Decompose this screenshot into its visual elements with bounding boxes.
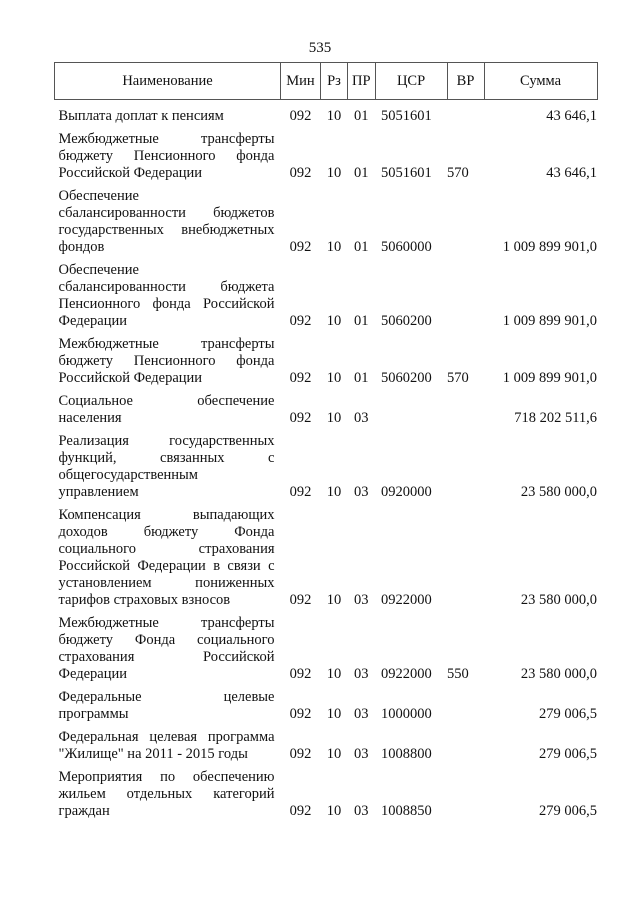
cell-rz: 10 <box>326 410 342 426</box>
cell-name <box>55 188 281 262</box>
cell-csr: 5060000 <box>381 239 432 255</box>
name-line: сбалансированности бюджета <box>58 279 275 295</box>
cell-name <box>55 433 281 507</box>
cell-vr <box>447 689 484 729</box>
name-line: Социальное обеспечение <box>58 393 275 409</box>
name-line: Федерации <box>58 313 127 329</box>
cell-csr: 0922000 <box>381 666 432 682</box>
cell-sum: 23 580 000,0 <box>520 592 598 608</box>
cell-vr: 570 <box>447 165 469 181</box>
cell-pr: 01 <box>354 313 369 329</box>
name-line: программы <box>58 706 129 722</box>
cell-rz: 10 <box>326 484 342 500</box>
cell-csr: 5060200 <box>381 313 432 329</box>
table-row <box>55 433 598 507</box>
cell-name <box>55 262 281 336</box>
cell-csr: 1008800 <box>381 746 432 762</box>
cell-pr: 01 <box>354 370 369 386</box>
cell-name <box>55 615 281 689</box>
name-line: граждан <box>58 803 110 819</box>
cell-csr <box>375 393 447 433</box>
cell-min: 092 <box>289 484 312 500</box>
cell-min: 092 <box>289 666 312 682</box>
cell-pr: 01 <box>354 165 369 181</box>
header-rz: Рз <box>321 63 348 100</box>
name-line: жильем отдельных категорий <box>58 786 275 802</box>
name-line: управлением <box>58 484 139 500</box>
name-line: "Жилище" на 2011 - 2015 годы <box>58 746 248 762</box>
name-line: сбалансированности бюджетов <box>58 205 275 221</box>
cell-vr <box>447 100 484 132</box>
cell-sum: 1 009 899 901,0 <box>502 370 598 386</box>
header-csr: ЦСР <box>375 63 447 100</box>
cell-vr <box>447 769 484 826</box>
name-line: бюджету Пенсионного фонда <box>58 353 275 369</box>
cell-vr <box>447 507 484 615</box>
cell-pr: 03 <box>354 706 369 722</box>
name-line: Компенсация выпадающих <box>58 507 275 523</box>
cell-pr: 03 <box>354 803 369 819</box>
cell-sum: 279 006,5 <box>539 746 598 762</box>
cell-name <box>55 689 281 729</box>
name-line: Российской Федерации <box>58 370 203 386</box>
cell-pr: 01 <box>354 108 369 124</box>
cell-name <box>55 336 281 393</box>
cell-name <box>55 100 281 132</box>
cell-sum: 1 009 899 901,0 <box>502 239 598 255</box>
cell-pr: 03 <box>354 592 369 608</box>
header-name: Наименование <box>55 63 281 100</box>
cell-sum: 23 580 000,0 <box>520 666 598 682</box>
name-line: Федеральные целевые <box>58 689 275 705</box>
table-row <box>55 336 598 393</box>
name-line: Пенсионного фонда Российской <box>58 296 275 312</box>
cell-rz: 10 <box>326 165 342 181</box>
budget-table <box>54 62 598 826</box>
cell-name <box>55 131 281 188</box>
cell-vr <box>447 188 484 262</box>
cell-min: 092 <box>289 803 312 819</box>
cell-sum: 718 202 511,6 <box>514 410 598 426</box>
cell-pr: 01 <box>354 239 369 255</box>
header-min: Мин <box>281 63 321 100</box>
name-line: установлением пониженных <box>58 575 275 591</box>
table-row <box>55 188 598 262</box>
cell-vr <box>447 393 484 433</box>
cell-min: 092 <box>289 108 312 124</box>
table-row <box>55 131 598 188</box>
cell-name <box>55 769 281 826</box>
name-line: Межбюджетные трансферты <box>58 131 275 147</box>
name-line: доходов бюджету Фонда <box>58 524 275 540</box>
cell-rz: 10 <box>326 313 342 329</box>
header-vr: ВР <box>447 63 484 100</box>
cell-min: 092 <box>289 592 312 608</box>
cell-min: 092 <box>289 410 312 426</box>
cell-rz: 10 <box>326 370 342 386</box>
name-line: Межбюджетные трансферты <box>58 336 275 352</box>
name-line: Межбюджетные трансферты <box>58 615 275 631</box>
name-line: бюджету Фонда социального <box>58 632 275 648</box>
cell-vr: 550 <box>447 666 469 682</box>
cell-sum: 43 646,1 <box>546 108 598 124</box>
name-line: общегосударственным <box>58 467 198 483</box>
cell-sum: 279 006,5 <box>539 803 598 819</box>
cell-rz: 10 <box>326 592 342 608</box>
name-line: функций, связанных с <box>58 450 275 466</box>
cell-csr: 5051601 <box>381 108 432 124</box>
cell-pr: 03 <box>354 484 369 500</box>
table-row <box>55 769 598 826</box>
name-line: Обеспечение <box>58 262 139 278</box>
name-line: Выплата доплат к пенсиям <box>58 108 224 124</box>
name-line: Федеральная целевая программа <box>58 729 275 745</box>
name-line: Российской Федерации в связи с <box>58 558 275 574</box>
cell-rz: 10 <box>326 239 342 255</box>
cell-min: 092 <box>289 313 312 329</box>
page-number: 535 <box>308 40 332 56</box>
name-line: Федерации <box>58 666 127 682</box>
cell-rz: 10 <box>326 803 342 819</box>
cell-name <box>55 393 281 433</box>
cell-vr <box>447 262 484 336</box>
name-line: Реализация государственных <box>58 433 275 449</box>
name-line: страхования Российской <box>58 649 275 665</box>
cell-csr: 5060200 <box>381 370 432 386</box>
cell-vr <box>447 729 484 769</box>
cell-name <box>55 729 281 769</box>
name-line: Мероприятия по обеспечению <box>58 769 275 785</box>
cell-rz: 10 <box>326 706 342 722</box>
cell-min: 092 <box>289 239 312 255</box>
cell-rz: 10 <box>326 666 342 682</box>
cell-min: 092 <box>289 370 312 386</box>
name-line: Российской Федерации <box>58 165 203 181</box>
table-row <box>55 729 598 769</box>
cell-vr: 570 <box>447 370 469 386</box>
header-pr: ПР <box>348 63 376 100</box>
table-row <box>55 689 598 729</box>
cell-sum: 43 646,1 <box>546 165 598 181</box>
cell-csr: 0922000 <box>381 592 432 608</box>
cell-csr: 0920000 <box>381 484 432 500</box>
cell-min: 092 <box>289 165 312 181</box>
table-header <box>55 63 598 100</box>
cell-csr: 5051601 <box>381 165 432 181</box>
table-row <box>55 100 598 132</box>
cell-min: 092 <box>289 746 312 762</box>
name-line: населения <box>58 410 122 426</box>
table-row <box>55 615 598 689</box>
table-row <box>55 262 598 336</box>
cell-sum: 1 009 899 901,0 <box>502 313 598 329</box>
cell-vr <box>447 433 484 507</box>
cell-rz: 10 <box>326 108 342 124</box>
cell-csr: 1008850 <box>381 803 432 819</box>
cell-rz: 10 <box>326 746 342 762</box>
name-line: социального страхования <box>58 541 275 557</box>
cell-sum: 23 580 000,0 <box>520 484 598 500</box>
table-row <box>55 393 598 433</box>
cell-pr: 03 <box>354 666 369 682</box>
cell-pr: 03 <box>354 746 369 762</box>
name-line: тарифов страховых взносов <box>58 592 231 608</box>
cell-sum: 279 006,5 <box>539 706 598 722</box>
cell-pr: 03 <box>354 410 369 426</box>
name-line: фондов <box>58 239 105 255</box>
cell-name <box>55 507 281 615</box>
cell-min: 092 <box>289 706 312 722</box>
table-row <box>55 507 598 615</box>
cell-csr: 1000000 <box>381 706 432 722</box>
header-sum: Сумма <box>484 63 597 100</box>
name-line: государственных внебюджетных <box>58 222 275 238</box>
name-line: бюджету Пенсионного фонда <box>58 148 275 164</box>
name-line: Обеспечение <box>58 188 139 204</box>
